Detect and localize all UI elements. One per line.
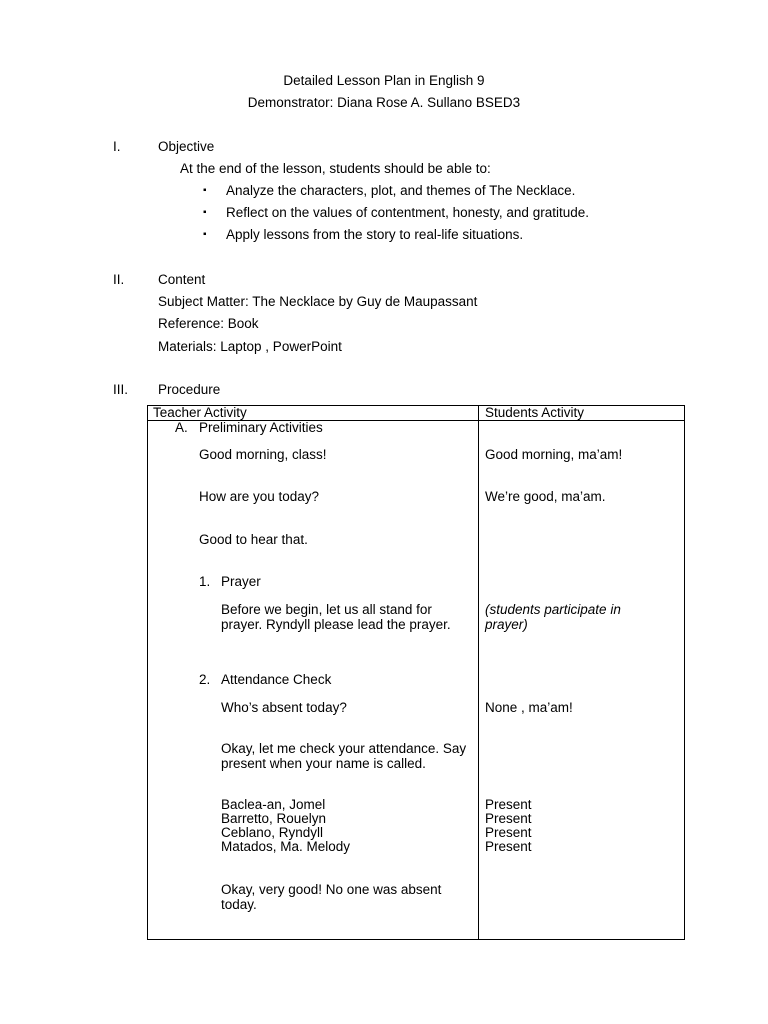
roll-name: Barretto, Rouelyn — [221, 811, 327, 826]
teacher-line: Okay, let me check your attendance. Say present when your name is called. — [221, 741, 467, 771]
objective-item: Apply lessons from the story to real-life situations. — [226, 227, 524, 242]
section-numeral-objective: I. — [113, 139, 121, 154]
roll-name: Baclea-an, Jomel — [221, 797, 326, 812]
column-header-teacher: Teacher Activity — [153, 405, 247, 420]
objective-intro: At the end of the lesson, students should be able to: — [180, 161, 491, 176]
materials: Materials: Laptop , PowerPoint — [158, 339, 342, 354]
objective-item: Analyze the characters, plot, and themes of The Necklace. — [226, 183, 576, 198]
roll-name: Matados, Ma. Melody — [221, 839, 351, 854]
column-divider — [478, 406, 479, 939]
roll-status: Present — [485, 797, 532, 812]
roll-status: Present — [485, 839, 532, 854]
prayer-label: Prayer — [221, 574, 261, 589]
section-heading-objective: Objective — [158, 139, 215, 154]
teacher-line: Before we begin, let us all stand for prayer. Ryndyll please lead the prayer. — [221, 602, 451, 632]
section-heading-procedure: Procedure — [158, 382, 221, 397]
reference: Reference: Book — [158, 316, 259, 331]
objective-item: Reflect on the values of contentment, honesty, and gratitude. — [226, 205, 589, 220]
bullet-icon: ▪ — [203, 229, 207, 240]
bullet-icon: ▪ — [203, 185, 207, 196]
section-numeral-content: II. — [113, 272, 125, 287]
procedure-table — [147, 405, 685, 940]
section-numeral-procedure: III. — [113, 382, 129, 397]
teacher-line: How are you today? — [199, 489, 320, 504]
list-number: 2. — [199, 672, 211, 687]
demonstrator-line: Demonstrator: Diana Rose A. Sullano BSED3 — [247, 95, 521, 110]
teacher-line: Good to hear that. — [199, 532, 308, 547]
roll-name: Ceblano, Ryndyll — [221, 825, 324, 840]
section-heading-content: Content — [158, 272, 206, 287]
roll-status: Present — [485, 811, 532, 826]
student-line: None , ma’am! — [485, 700, 573, 715]
section-a-marker: A. — [175, 420, 188, 435]
student-line: We’re good, ma’am. — [485, 489, 606, 504]
teacher-line: Okay, very good! No one was absent today. — [221, 882, 442, 912]
teacher-line: Who’s absent today? — [221, 700, 347, 715]
student-line: (students participate in prayer) — [485, 602, 621, 632]
bullet-icon: ▪ — [203, 207, 207, 218]
teacher-line: Good morning, class! — [199, 447, 327, 462]
document-title: Detailed Lesson Plan in English 9 — [283, 73, 485, 88]
list-number: 1. — [199, 574, 211, 589]
column-header-students: Students Activity — [485, 405, 585, 420]
attendance-label: Attendance Check — [221, 672, 332, 687]
section-a-label: Preliminary Activities — [199, 420, 323, 435]
roll-status: Present — [485, 825, 532, 840]
subject-matter: Subject Matter: The Necklace by Guy de Maupassant — [158, 294, 478, 309]
student-line: Good morning, ma’am! — [485, 447, 623, 462]
